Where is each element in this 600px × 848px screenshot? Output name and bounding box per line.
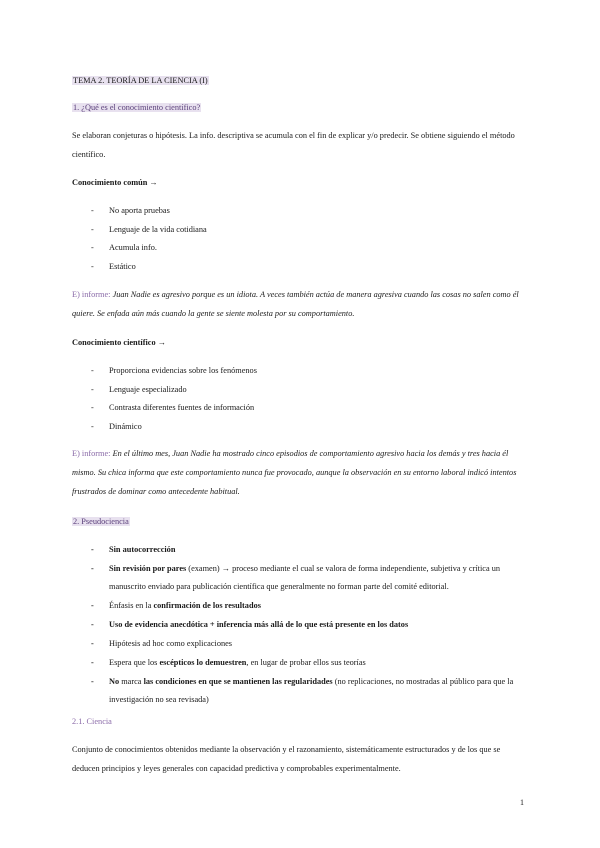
list-item: - Proporciona evidencias sobre los fenómenos <box>72 362 528 381</box>
example-label: E) informe: <box>72 449 111 458</box>
section-2-1-heading: 2.1. Ciencia <box>72 717 112 726</box>
list-item: - Contrasta diferentes fuentes de información <box>72 399 528 418</box>
list-item: - Hipótesis ad hoc como explicaciones <box>72 635 528 653</box>
scientific-example <box>72 444 528 501</box>
list-item: - Acumula info. <box>72 239 528 258</box>
scientific-knowledge-heading: Conocimiento científico → <box>72 338 167 347</box>
example-text: En el último mes, Juan Nadie ha mostrado cinco episodios de comportamiento agresivo hacia los demás y tres hacia él mismo. Su chica informa que este comportamiento nunca fue provocado, aunque la observación en su entorno laboral indicó intentos frustrados de dominar como antecedente habitual. <box>72 449 517 496</box>
list-item: - Sin autocorrección <box>72 541 528 559</box>
list-item: - Lenguaje de la vida cotidiana <box>72 221 528 240</box>
common-knowledge-heading: Conocimiento común → <box>72 178 158 187</box>
list-item: - Estático <box>72 258 528 277</box>
section-1-heading: 1. ¿Qué es el conocimiento científico? <box>73 103 201 112</box>
list-item: - No marca las condiciones en que se mantienen las regularidades (no replicaciones, no mostradas al público para que la investigación no sea revisada) <box>72 673 528 709</box>
list-item: - Espera que los escépticos lo demuestren, en lugar de probar ellos sus teorías <box>72 654 528 672</box>
page-number: 1 <box>520 798 524 807</box>
common-example <box>72 285 528 323</box>
pseudoscience-list <box>72 541 528 710</box>
list-item: - Lenguaje especializado <box>72 381 528 400</box>
list-item: - Sin revisión por pares (examen) → proceso mediante el cual se valora de forma independiente, subjetiva y crítica un manuscrito enviado para publicación científica que generalmente no forman parte del comité editorial. <box>72 560 528 596</box>
list-item: - Uso de evidencia anecdótica + inferencia más allá de lo que está presente en los datos <box>72 616 528 634</box>
scientific-knowledge-list <box>72 362 528 436</box>
document-title: TEMA 2. TEORÍA DE LA CIENCIA (I) <box>73 76 208 85</box>
list-item: - No aporta pruebas <box>72 202 528 221</box>
list-item: - Énfasis en la confirmación de los resultados <box>72 597 528 615</box>
section-2-1-text: Conjunto de conocimientos obtenidos mediante la observación y el razonamiento, sistemáticamente estructurados y de los que se deducen principios y leyes generales con capacidad predictiva y comprobables experimentalmente. <box>72 745 501 773</box>
common-knowledge-list <box>72 202 528 276</box>
example-label: E) informe: <box>72 290 111 299</box>
example-text: Juan Nadie es agresivo porque es un idiota. A veces también actúa de manera agresiva cuando las cosas no salen como él quiere. Se enfada aún más cuando la gente se siente molesta por su comportamiento. <box>72 290 519 318</box>
section-1-intro: Se elaboran conjeturas o hipótesis. La info. descriptiva se acumula con el fin de explicar y/o predecir. Se obtiene siguiendo el método científico. <box>72 131 515 159</box>
list-item: - Dinámico <box>72 418 528 437</box>
section-2-heading: 2. Pseudociencia <box>73 517 129 526</box>
